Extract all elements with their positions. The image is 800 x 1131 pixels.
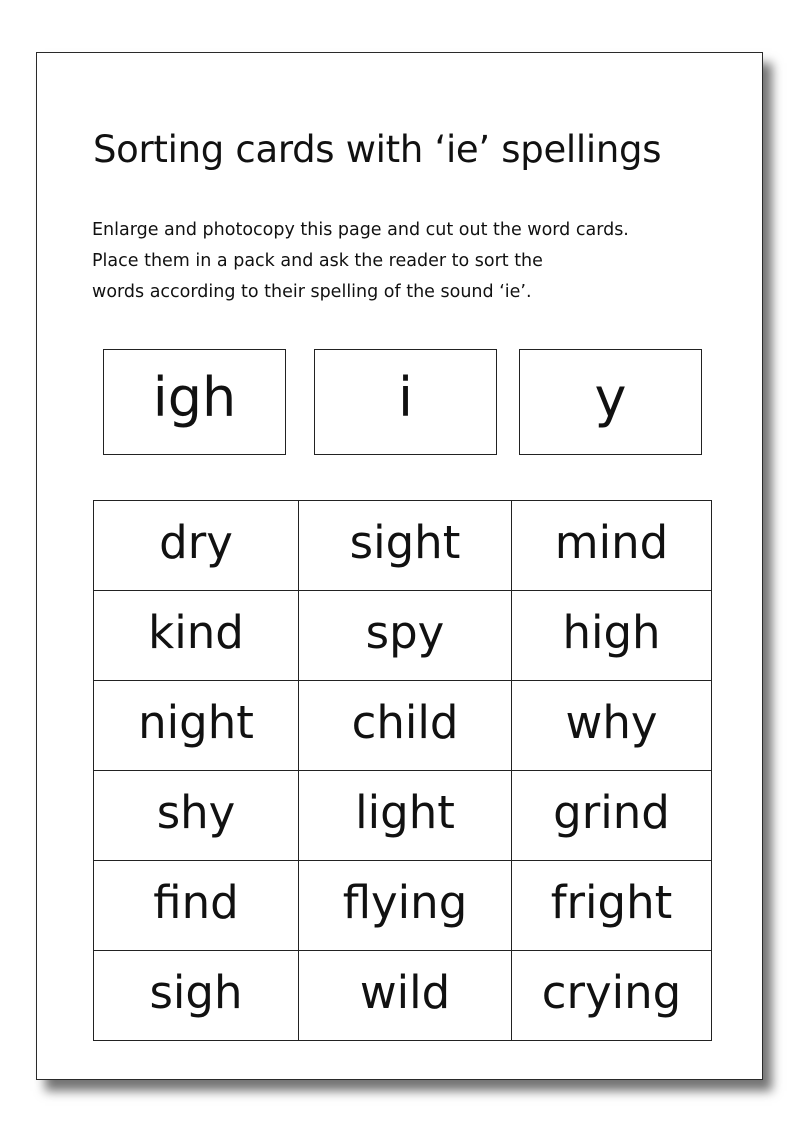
word-card-row: [94, 681, 712, 771]
word-card: grind: [512, 771, 712, 861]
word-card: crying: [512, 951, 712, 1041]
word-card: mind: [512, 501, 712, 591]
worksheet-title: Sorting cards with ‘ie’ spellings: [93, 128, 662, 171]
word-card-row: [94, 771, 712, 861]
word-card: light: [299, 771, 512, 861]
word-card: fright: [512, 861, 712, 951]
word-card-row: [94, 951, 712, 1041]
word-card: dry: [94, 501, 299, 591]
word-card: night: [94, 681, 299, 771]
word-card: kind: [94, 591, 299, 681]
instruction-line: Place them in a pack and ask the reader to sort the: [92, 251, 543, 271]
instruction-line: words according to their spelling of the sound ‘ie’.: [92, 282, 532, 302]
word-card-row: [94, 591, 712, 681]
word-card: shy: [94, 771, 299, 861]
word-card: spy: [299, 591, 512, 681]
instruction-line: Enlarge and photocopy this page and cut out the word cards.: [92, 220, 629, 240]
worksheet-page: [36, 52, 763, 1080]
word-card: child: [299, 681, 512, 771]
word-card: find: [94, 861, 299, 951]
word-card: sigh: [94, 951, 299, 1041]
header-card-igh: igh: [103, 349, 286, 455]
word-card-grid: [93, 500, 712, 1041]
word-card-row: [94, 501, 712, 591]
instructions: [92, 215, 732, 308]
word-card: why: [512, 681, 712, 771]
word-card: high: [512, 591, 712, 681]
word-card: wild: [299, 951, 512, 1041]
header-card-i: i: [314, 349, 497, 455]
word-card-row: [94, 861, 712, 951]
header-card-y: y: [519, 349, 702, 455]
word-card: flying: [299, 861, 512, 951]
word-card: sight: [299, 501, 512, 591]
